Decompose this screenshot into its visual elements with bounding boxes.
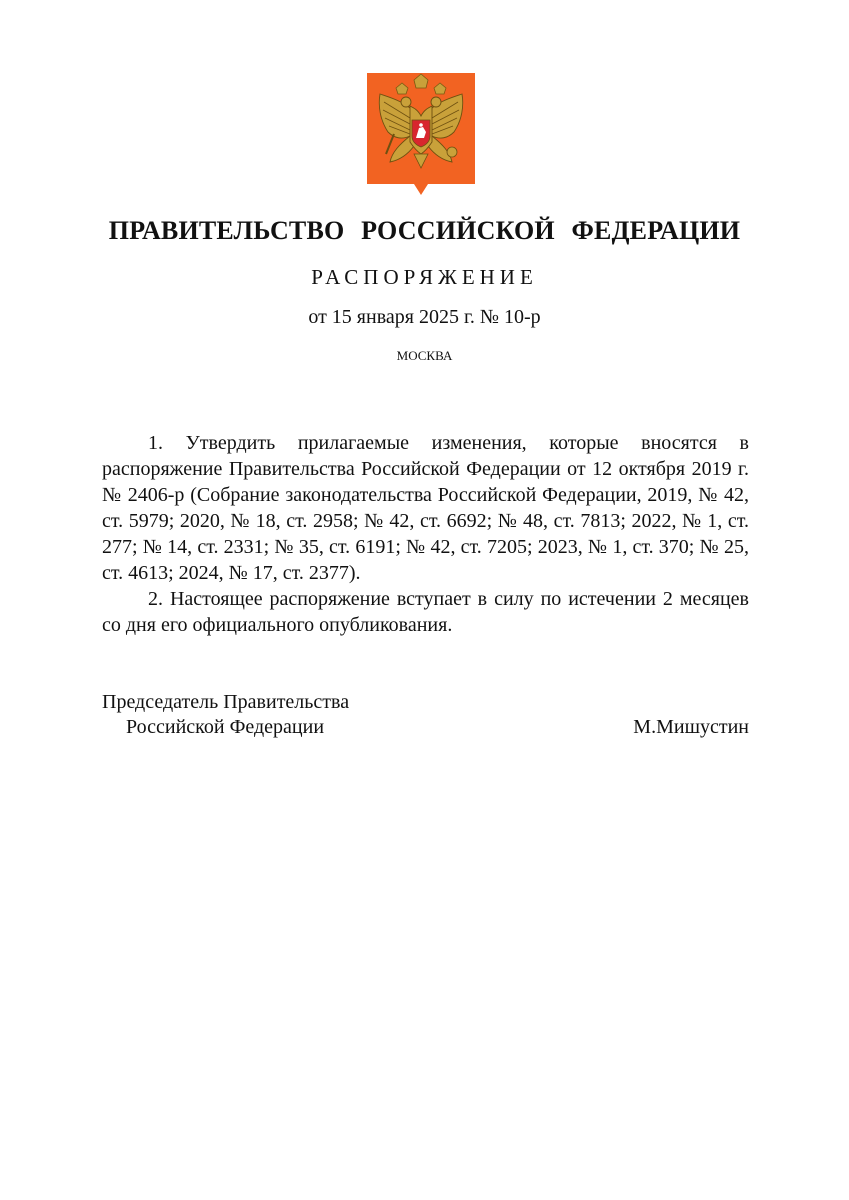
signatory-position [102, 690, 349, 740]
coat-of-arms-icon [366, 72, 476, 196]
document-date-number: от 15 января 2025 г. № 10-р [308, 306, 541, 328]
signatory-name: М.Мишустин [633, 716, 749, 738]
signatory-position-line1: Председатель Правительства [102, 691, 350, 713]
paragraph-1: 1. Утвердить прилагаемые изменения, которые вносятся в распоряжение Правительства Российской Федерации от 12 октября 2019 г. № 2406-р (Собрание законодательства Российской Федерации, 2019, № 42, ст. 5979; 2020, № 18, ст. 2958; № 42, ст. 6692; № 48, ст. 7813; 2022, № 1, ст. 277; № 14, ст. 2331; № 35, ст. 6191; № 42, ст. 7205; 2023, № 1, ст. 370; № 25, ст. 4613; 2024, № 17, ст. 2377). [102, 432, 749, 584]
signatory-position-line2: Российской Федерации [126, 716, 325, 738]
document-body [102, 430, 749, 638]
document-city: МОСКВА [396, 348, 453, 363]
organization-title: ПРАВИТЕЛЬСТВО РОССИЙСКОЙ ФЕДЕРАЦИИ [108, 216, 741, 245]
paragraph-2: 2. Настоящее распоряжение вступает в силу по истечении 2 месяцев со дня его официального опубликования. [102, 588, 749, 636]
document-type: РАСПОРЯЖЕНИЕ [311, 265, 538, 289]
